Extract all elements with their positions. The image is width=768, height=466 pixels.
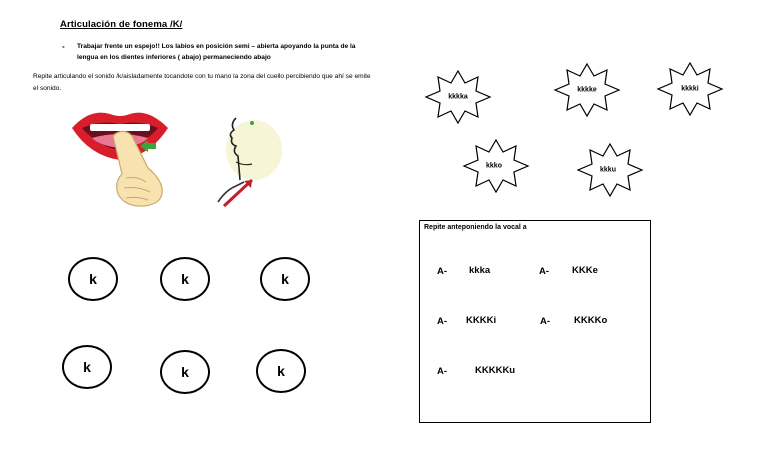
- star-label: kkkki: [681, 85, 699, 93]
- star-label: kkkke: [577, 86, 597, 94]
- star-label: kkko: [486, 162, 502, 170]
- letter-circle: k: [256, 349, 306, 393]
- exercise-word: KKKe: [572, 265, 598, 276]
- exercise-box: [419, 220, 651, 423]
- letter-circle: k: [62, 345, 112, 389]
- exercise-word: KKKKo: [574, 315, 608, 326]
- letter-circle: k: [160, 257, 210, 301]
- star-label: kkkka: [448, 93, 468, 101]
- vowel-prefix: A-: [540, 316, 551, 327]
- star-label: kkku: [600, 166, 616, 174]
- page-title: Articulación de fonema /K/: [60, 19, 183, 30]
- exercise-word: KKKKKu: [475, 365, 516, 376]
- vowel-prefix: A-: [437, 366, 448, 377]
- exercise-word: KKKKi: [466, 315, 497, 326]
- letter-circle: k: [160, 350, 210, 394]
- bullet-instruction: Trabajar frente un espejo!! Los labios en posición semi – abierta apoyando la punta de la lengua en los dientes inferiores ( abajo) permaneciendo abajo: [77, 43, 356, 61]
- exercise-box-title: Repite anteponiendo la vocal a: [424, 224, 527, 231]
- throat-illustration: [208, 110, 288, 210]
- vowel-prefix: A-: [539, 266, 550, 277]
- vowel-prefix: A-: [437, 266, 448, 277]
- letter-circle: k: [260, 257, 310, 301]
- letter-circle: k: [68, 257, 118, 301]
- instruction-paragraph: Repite articulando el sonido /k/aisladamente tocandote con tu mano la zona del cuello percibiendo que ahí se emite el sonido.: [33, 73, 371, 92]
- vowel-prefix: A-: [437, 316, 448, 327]
- exercise-word: kkka: [469, 265, 491, 276]
- mouth-illustration: [70, 108, 170, 208]
- bullet-marker: -: [62, 42, 65, 51]
